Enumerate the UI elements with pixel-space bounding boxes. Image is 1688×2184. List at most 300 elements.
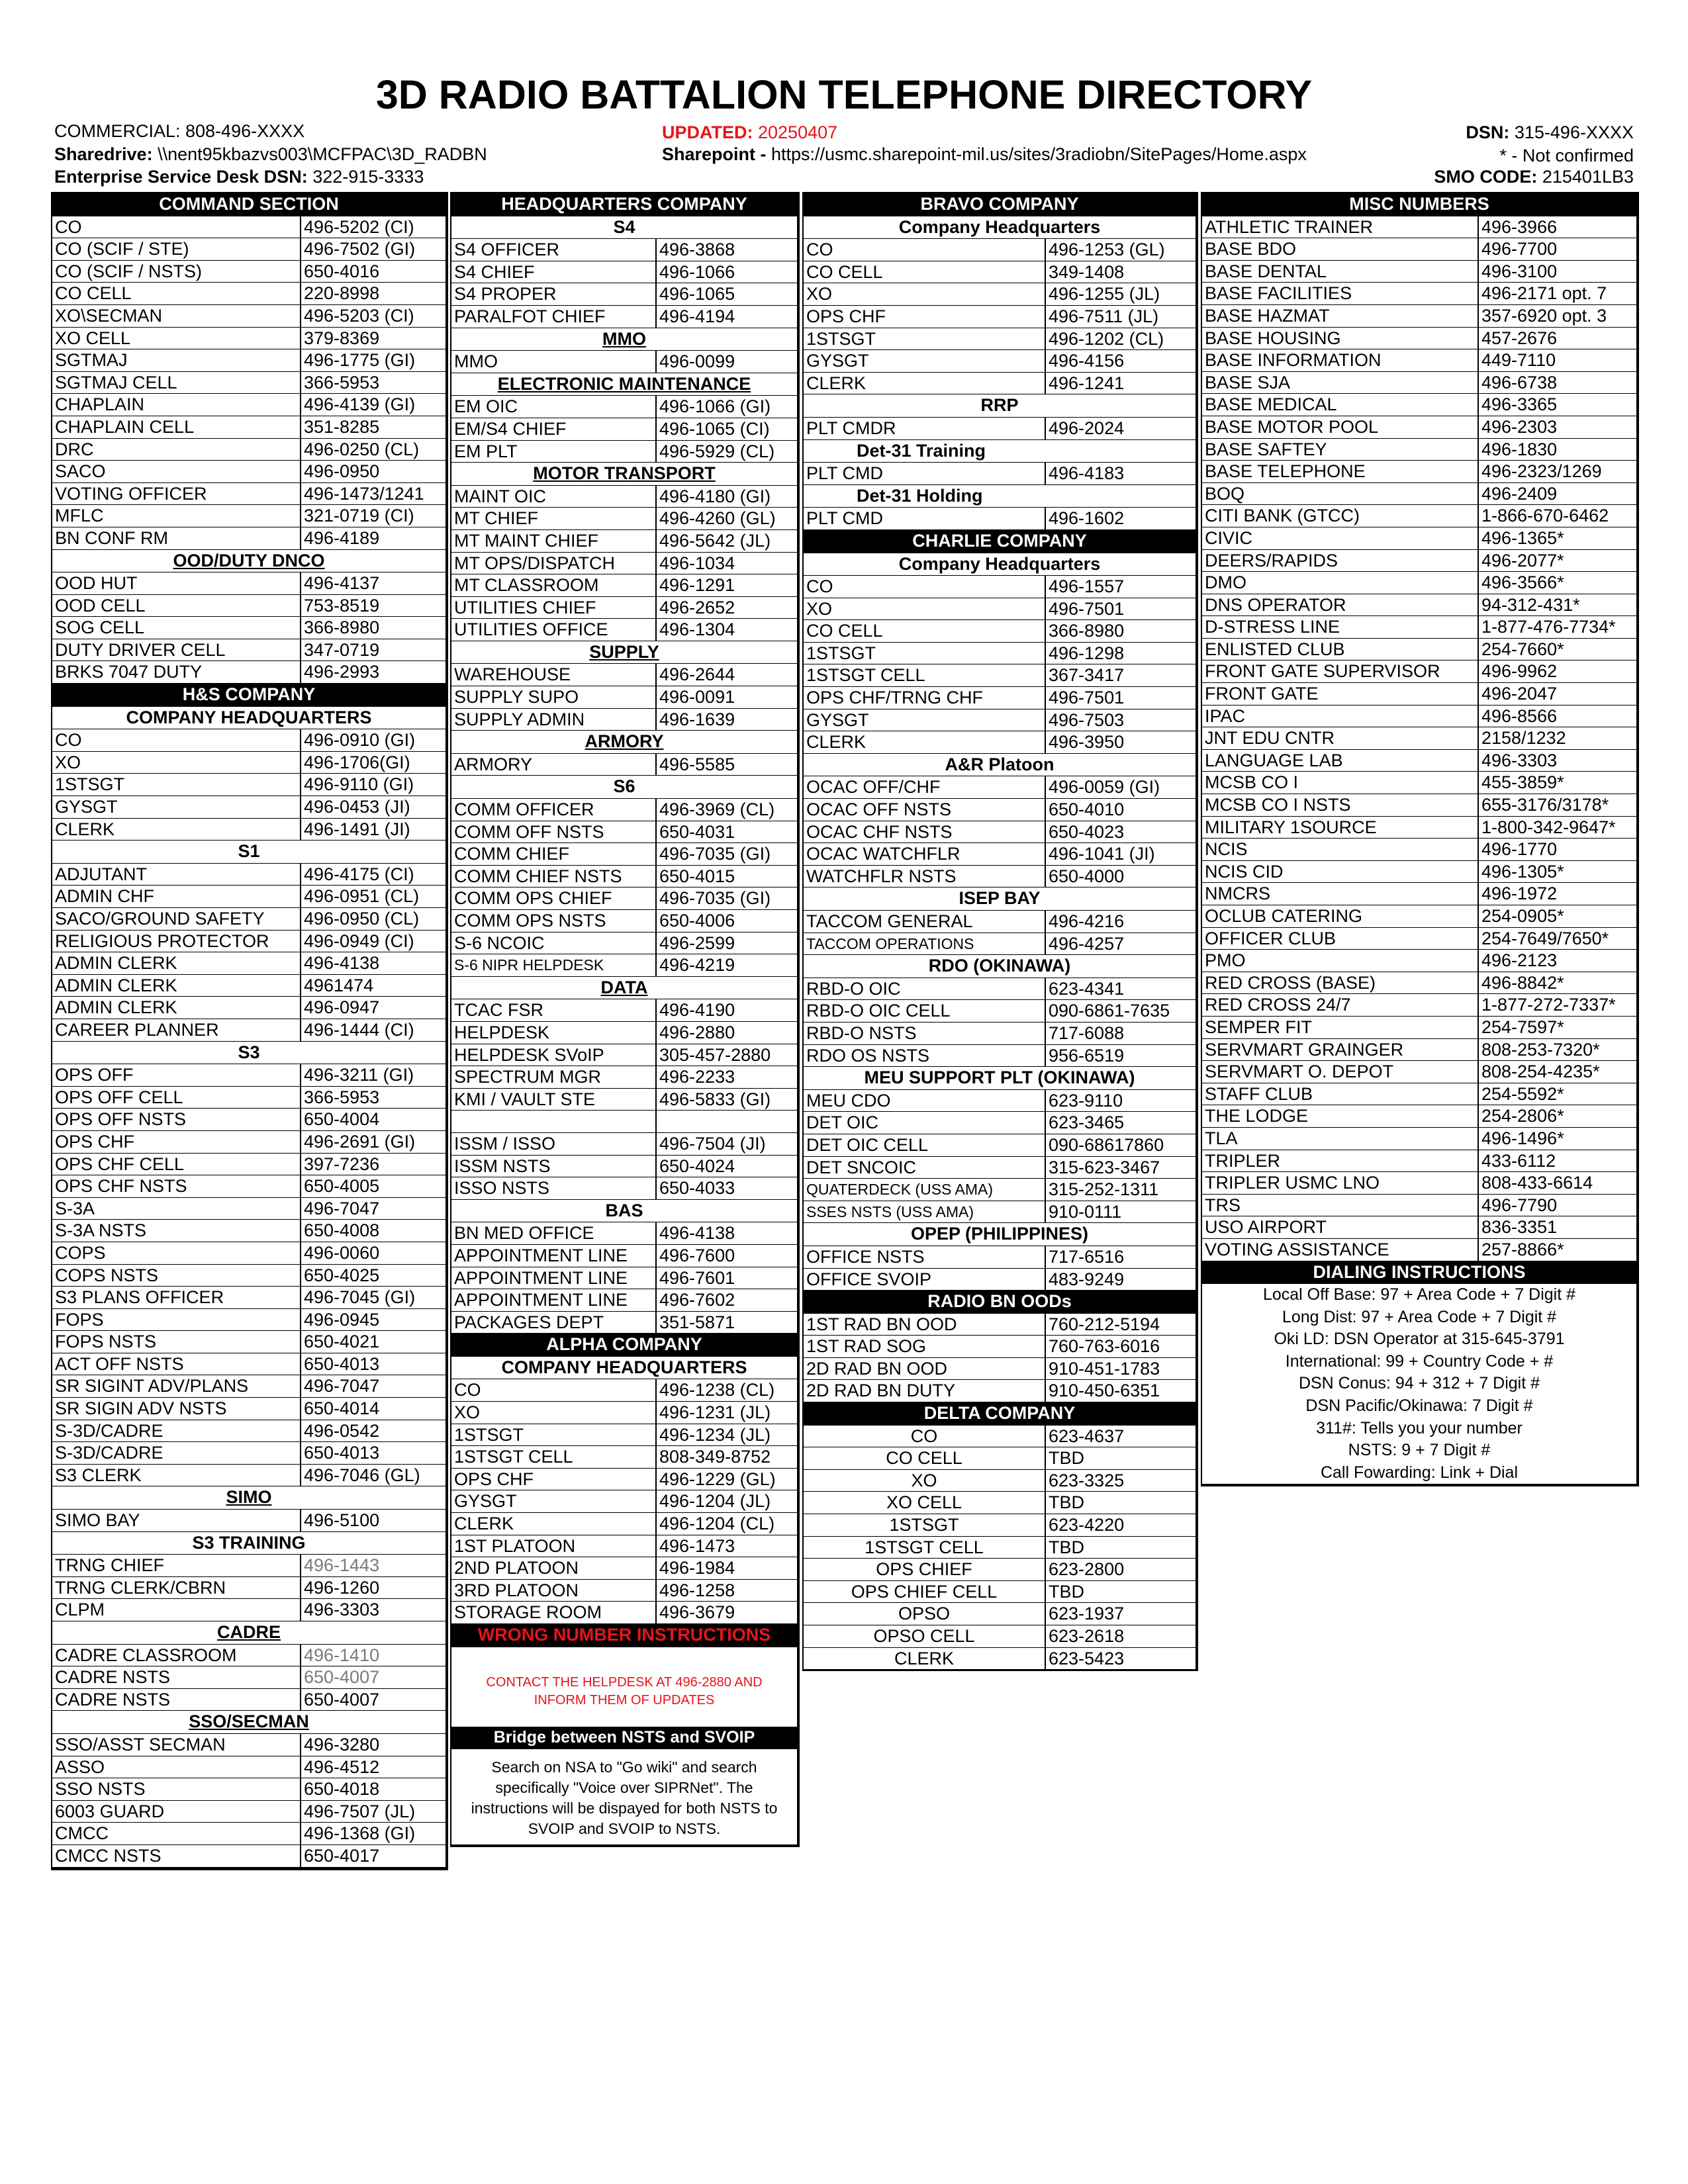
entry-number: 496-1473 [657,1535,797,1558]
table-row [52,1398,445,1420]
entry-name: CO [804,1426,1046,1448]
entry-number: 496-1496* [1479,1128,1636,1150]
section-header-isep: ISEP BAY [804,887,1196,911]
table-row [1202,839,1636,861]
entry-number: 496-4257 [1046,933,1196,956]
entry-number: 496-1365* [1479,527,1636,550]
entry-number: 650-4031 [657,821,797,844]
entry-name: OFFICE SVOIP [804,1269,1046,1291]
entry-name: RBD-O OIC CELL [804,1000,1046,1023]
table-row [52,752,445,774]
table-row [1202,1150,1636,1173]
section-header-hs-hq: COMPANY HEADQUARTERS [52,707,445,730]
entry-name: SIMO BAY [52,1510,301,1532]
entry-number: 496-1241 [1046,373,1196,395]
entry-number: 496-0951 (CL) [301,886,445,908]
entry-name: TRS [1202,1195,1479,1217]
table-row [1202,372,1636,394]
entry-name: WAREHOUSE [451,664,657,686]
table-row [52,261,445,283]
table-row [52,305,445,328]
entry-number: 496-0947 [301,997,445,1019]
entry-number: 808-253-7320* [1479,1039,1636,1062]
table-row [52,283,445,305]
entry-number: 655-3176/3178* [1479,794,1636,817]
mt-title: MOTOR TRANSPORT [533,463,716,484]
entry-name: COPS [52,1242,301,1265]
entry-name: S-3D/CADRE [52,1442,301,1465]
entry-number: 496-1255 (JL) [1046,283,1196,306]
radio-oods-rows [804,1314,1196,1402]
entry-number: 496-1491 (JI) [301,819,445,841]
entry-number: 254-7597* [1479,1017,1636,1039]
entry-number: 650-4004 [301,1109,445,1131]
entry-name: CO CELL [804,261,1046,284]
entry-name: APPOINTMENT LINE [451,1245,657,1267]
entry-name: COMM OFFICER [451,799,657,821]
sso-title: SSO/SECMAN [189,1711,309,1732]
entry-name: BASE FACILITIES [1202,283,1479,305]
entry-number: 254-2806* [1479,1105,1636,1128]
table-row [451,1267,797,1290]
table-row [451,1289,797,1312]
entry-name: ISSO NSTS [451,1177,657,1200]
entry-name: QUATERDECK (USS AMA) [804,1179,1046,1201]
section-header-opep: OPEP (PHILIPPINES) [804,1223,1196,1246]
simo-title: SIMO [226,1487,272,1508]
entry-name: DET OIC CELL [804,1134,1046,1157]
entry-name: OPSO [804,1603,1046,1625]
entry-name: MT OPS/DISPATCH [451,553,657,575]
entry-number: 496-1410 [301,1645,445,1667]
delta-rows [804,1426,1196,1670]
det31-holding-rows [804,508,1196,530]
dialing-instruction: NSTS: 9 + 7 Digit # [1348,1441,1491,1460]
entry-number: 496-7601 [657,1267,797,1290]
entry-number: 496-3950 [1046,731,1196,754]
isep-rows [804,911,1196,955]
entry-number: 305-457-2880 [657,1044,797,1067]
section-header-meu: MEU SUPPORT PLT (OKINAWA) [804,1067,1196,1090]
table-row [451,283,797,306]
ar-rows [804,776,1196,887]
table-row [451,418,797,441]
entry-name: OPS OFF NSTS [52,1109,301,1131]
table-row [804,1179,1196,1201]
entry-number: 496-4138 [657,1222,797,1245]
entry-name: WATCHFLR NSTS [804,866,1046,888]
table-row [804,576,1196,598]
entry-number: 496-5585 [657,754,797,776]
table-row [1202,1039,1636,1062]
table-row [451,709,797,731]
sharepoint-label: Sharepoint - [662,144,767,164]
entry-number: 4961474 [301,975,445,997]
entry-number: 650-4021 [301,1331,445,1353]
table-row [52,439,445,461]
section-header-s6: S6 [451,776,797,799]
entry-name: BASE TELEPHONE [1202,461,1479,483]
table-row [1202,461,1636,483]
section-header-alpha: ALPHA COMPANY [451,1334,797,1357]
dsn-label: DSN: [1466,122,1510,142]
table-row [804,1447,1196,1470]
entry-name: OCAC CHF NSTS [804,821,1046,844]
entry-number: 650-4033 [657,1177,797,1200]
table-row [804,799,1196,821]
entry-name: OPS CHF [804,306,1046,328]
table-row [451,754,797,776]
table-row [451,597,797,619]
entry-number: 623-1937 [1046,1603,1196,1625]
entry-number: 650-4018 [301,1778,445,1801]
entry-name: STORAGE ROOM [451,1602,657,1624]
dialing-instruction: DSN Conus: 94 + 312 + 7 Digit # [1298,1374,1540,1393]
entry-number: 496-4138 [301,952,445,975]
entry-name: S4 OFFICER [451,239,657,261]
table-row [804,687,1196,709]
entry-name: BASE SAFTEY [1202,439,1479,461]
section-header-alpha-hq: COMPANY HEADQUARTERS [451,1357,797,1380]
table-row [52,527,445,550]
entry-name: CITI BANK (GTCC) [1202,505,1479,527]
section-header-charlie: CHARLIE COMPANY [804,530,1196,553]
entry-name: SSO NSTS [52,1778,301,1801]
table-row [804,1246,1196,1269]
table-row [52,1420,445,1443]
table-row [804,373,1196,395]
sharepoint-value[interactable]: https://usmc.sharepoint-mil.us/sites/3radiobn/SitePages/Home.aspx [766,144,1307,164]
entry-number: 650-4024 [657,1156,797,1178]
table-row [451,1580,797,1602]
entry-number: 496-5929 (CL) [657,441,797,463]
table-row [1202,328,1636,350]
entry-number: 496-4260 (GL) [657,508,797,530]
entry-name: XO [804,283,1046,306]
bas-rows [451,1222,797,1334]
entry-number: 366-8980 [301,617,445,639]
entry-name: CO CELL [52,283,301,305]
entry-number: 94-312-431* [1479,594,1636,617]
entry-number: 496-1639 [657,709,797,731]
sso-rows [52,1734,445,1868]
table-row [451,821,797,844]
table-row [52,1734,445,1756]
training-rows [52,1555,445,1621]
table-row [451,664,797,686]
table-row [451,933,797,955]
table-row [52,1577,445,1600]
ood-rows [52,572,445,684]
entry-name: ISSM / ISSO [451,1133,657,1156]
table-row [451,441,797,463]
table-row [52,639,445,662]
entry-name: MT CHIEF [451,508,657,530]
table-row [52,328,445,350]
entry-name: PLT CMDR [804,418,1046,440]
armory-rows [451,754,797,776]
table-row [52,1442,445,1465]
entry-name: 2D RAD BN OOD [804,1358,1046,1381]
entry-number: 315-252-1311 [1046,1179,1196,1201]
entry-number: 496-7602 [657,1289,797,1312]
entry-name: CLERK [451,1513,657,1535]
entry-number: 496-1706(GI) [301,752,445,774]
entry-number: 496-9110 (GI) [301,774,445,796]
entry-number: 496-1304 [657,619,797,641]
entry-name: BASE BDO [1202,238,1479,261]
table-row [1202,1239,1636,1261]
entry-name: CO CELL [804,1447,1046,1470]
entry-number: 496-3211 (GI) [301,1064,445,1087]
entry-number: 496-7700 [1479,238,1636,261]
entry-name: CMCC [52,1823,301,1845]
entry-number: 496-1291 [657,574,797,597]
entry-name: 1ST RAD BN OOD [804,1314,1046,1336]
entry-name: GYSGT [804,350,1046,373]
table-row [451,999,797,1022]
entry-number: 496-6738 [1479,372,1636,394]
table-row [804,821,1196,844]
entry-number: 496-1065 (CI) [657,418,797,441]
entry-name: RED CROSS 24/7 [1202,994,1479,1017]
entry-name: ADMIN CLERK [52,952,301,975]
table-row [1202,594,1636,617]
dialing-instruction: DSN Pacific/Okinawa: 7 Digit # [1305,1396,1533,1416]
table-row [804,1000,1196,1023]
entry-number: 496-5100 [301,1510,445,1532]
entry-name: SEMPER FIT [1202,1017,1479,1039]
table-row [451,486,797,508]
entry-number: 623-2618 [1046,1625,1196,1648]
entry-name: CADRE CLASSROOM [52,1645,301,1667]
table-row [804,911,1196,933]
service-desk-number [54,167,424,187]
updated-label: UPDATED: [662,122,753,142]
table-row [451,1602,797,1624]
entry-number: 351-5871 [657,1312,797,1334]
entry-name: GYSGT [804,709,1046,732]
wrong-number-text: CONTACT THE HELPDESK AT 496-2880 AND INFORM THEM OF UPDATES [486,1674,763,1707]
entry-name: CO [52,216,301,239]
entry-number: 496-2409 [1479,483,1636,506]
sharepoint-link[interactable] [662,144,1307,165]
table-row [1202,416,1636,439]
entry-name: MCSB CO I [1202,772,1479,794]
entry-name: CAREER PLANNER [52,1019,301,1042]
entry-name: COMM OPS CHIEF [451,887,657,910]
table-row [804,463,1196,485]
section-header-dialing: DIALING INSTRUCTIONS [1202,1261,1636,1285]
entry-name: OFFICER CLUB [1202,928,1479,950]
entry-number: 496-7045 (GI) [301,1287,445,1309]
entry-number: 496-7504 (JI) [657,1133,797,1156]
section-header-hq-company: HEADQUARTERS COMPANY [451,193,797,216]
table-row [451,1022,797,1044]
entry-name: TACCOM GENERAL [804,911,1046,933]
entry-number: 496-2077* [1479,550,1636,572]
ood-title: OOD/DUTY DNCO [173,550,325,570]
entry-name: 2ND PLATOON [451,1557,657,1580]
entry-number: 623-3465 [1046,1112,1196,1134]
entry-number: 254-7660* [1479,639,1636,661]
entry-number: 496-2323/1269 [1479,461,1636,483]
entry-number: 367-3417 [1046,664,1196,687]
entry-number: 650-4014 [301,1398,445,1420]
entry-name: PACKAGES DEPT [451,1312,657,1334]
section-header-s3: S3 [52,1042,445,1065]
table-row [52,1198,445,1220]
entry-name: XO [52,752,301,774]
section-header-supply [451,641,797,664]
table-row [52,1265,445,1287]
entry-number: 650-4025 [301,1265,445,1287]
table-row [451,574,797,597]
entry-number: 220-8998 [301,283,445,305]
misc-rows [1202,216,1636,1261]
section-header-bravo: BRAVO COMPANY [804,193,1196,216]
section-header-mmo [451,328,797,351]
entry-name: MFLC [52,505,301,527]
entry-name: ACT OFF NSTS [52,1353,301,1376]
entry-name: BOQ [1202,483,1479,506]
dsn-value: 315-496-XXXX [1509,122,1634,142]
supply-title: SUPPLY [589,641,659,662]
entry-name: ADMIN CLERK [52,997,301,1019]
column-bravo [802,192,1198,1671]
table-row [451,1177,797,1200]
table-row [52,1131,445,1154]
entry-number: 650-4010 [1046,799,1196,821]
table-row [451,1133,797,1156]
table-row [804,1603,1196,1625]
section-header-hs: H&S COMPANY [52,684,445,707]
table-row [52,372,445,394]
entry-name: CO [804,239,1046,261]
entry-name: ADJUTANT [52,864,301,886]
entry-name: RBD-O NSTS [804,1023,1046,1045]
entry-number: 455-3859* [1479,772,1636,794]
entry-name: PARALFOT CHIEF [451,306,657,328]
mmo-rows [451,351,797,373]
table-row [1202,550,1636,572]
entry-number: 496-7502 (GI) [301,238,445,261]
entry-name: TCAC FSR [451,999,657,1022]
entry-name: BRKS 7047 DUTY [52,661,301,684]
table-row [52,1845,445,1868]
entry-number: 496-7790 [1479,1195,1636,1217]
table-row [451,910,797,933]
section-header-simo [52,1486,445,1510]
entry-name: PLT CMD [804,463,1046,485]
entry-number: 496-7047 [301,1375,445,1398]
table-row [1202,750,1636,772]
smo-label: SMO CODE: [1434,167,1538,187]
table-row [1202,660,1636,683]
entry-name: OPS CHIEF [804,1559,1046,1581]
entry-name: MAINT OIC [451,486,657,508]
entry-name: ISSM NSTS [451,1156,657,1178]
entry-name: TRNG CLERK/CBRN [52,1577,301,1600]
entry-number: 496-5833 (GI) [657,1089,797,1111]
entry-name: MEU CDO [804,1090,1046,1113]
entry-number: 808-254-4235* [1479,1061,1636,1083]
table-row [52,1175,445,1198]
entry-number: 1-877-476-7734* [1479,616,1636,639]
table-row [451,508,797,530]
entry-name: FRONT GATE SUPERVISOR [1202,660,1479,683]
table-row [52,595,445,617]
entry-number: 496-1473/1241 [301,483,445,506]
table-row [804,620,1196,643]
table-row [52,1510,445,1532]
entry-number: 496-4190 [657,999,797,1022]
table-row [451,396,797,418]
entry-number: 496-4216 [1046,911,1196,933]
table-row [52,1689,445,1711]
entry-name: 1STSGT [52,774,301,796]
table-row [1202,527,1636,550]
entry-name: BASE MEDICAL [1202,394,1479,416]
dialing-lines [1202,1284,1636,1484]
table-row [1202,439,1636,461]
entry-number: 496-1443 [301,1555,445,1577]
table-row [451,1469,797,1491]
entry-number: 257-8866* [1479,1239,1636,1261]
entry-name: BASE INFORMATION [1202,349,1479,372]
hs-rows [52,729,445,841]
entry-number: 496-3868 [657,239,797,261]
entry-number: 449-7110 [1479,349,1636,372]
entry-name: APPOINTMENT LINE [451,1289,657,1312]
table-row [52,1109,445,1131]
em-title: ELECTRONIC MAINTENANCE [497,373,751,394]
entry-name: CO [52,729,301,752]
entry-number: 496-0250 (CL) [301,439,445,461]
entry-name: STAFF CLUB [1202,1083,1479,1106]
table-row [804,1537,1196,1559]
section-header-training: S3 TRAINING [52,1532,445,1555]
entry-number: 496-1972 [1479,883,1636,905]
entry-name: EM/S4 CHIEF [451,418,657,441]
entry-name: RED CROSS (BASE) [1202,972,1479,995]
table-row [1202,216,1636,239]
entry-number: 496-9962 [1479,660,1636,683]
entry-number: 623-4341 [1046,978,1196,1001]
table-row [804,418,1196,440]
entry-name: OOD CELL [52,595,301,617]
rrp-rows [804,418,1196,440]
entry-number: 496-4194 [657,306,797,328]
entry-number: 650-4006 [657,910,797,933]
bravo-rows [804,239,1196,394]
table-row [451,306,797,328]
table-row [1202,1216,1636,1239]
entry-number: 650-4008 [301,1220,445,1242]
entry-number: 483-9249 [1046,1269,1196,1291]
table-row [1202,1172,1636,1195]
entry-number: 650-4013 [301,1353,445,1376]
entry-number: 496-1258 [657,1580,797,1602]
rdo-rows [804,978,1196,1067]
entry-number: 496-1034 [657,553,797,575]
section-header-rrp: RRP [804,394,1196,418]
entry-name: ENLISTED CLUB [1202,639,1479,661]
table-row [804,1470,1196,1492]
entry-name: CADRE NSTS [52,1689,301,1711]
entry-name: 1STSGT [451,1424,657,1447]
sharedrive-path [54,144,487,165]
